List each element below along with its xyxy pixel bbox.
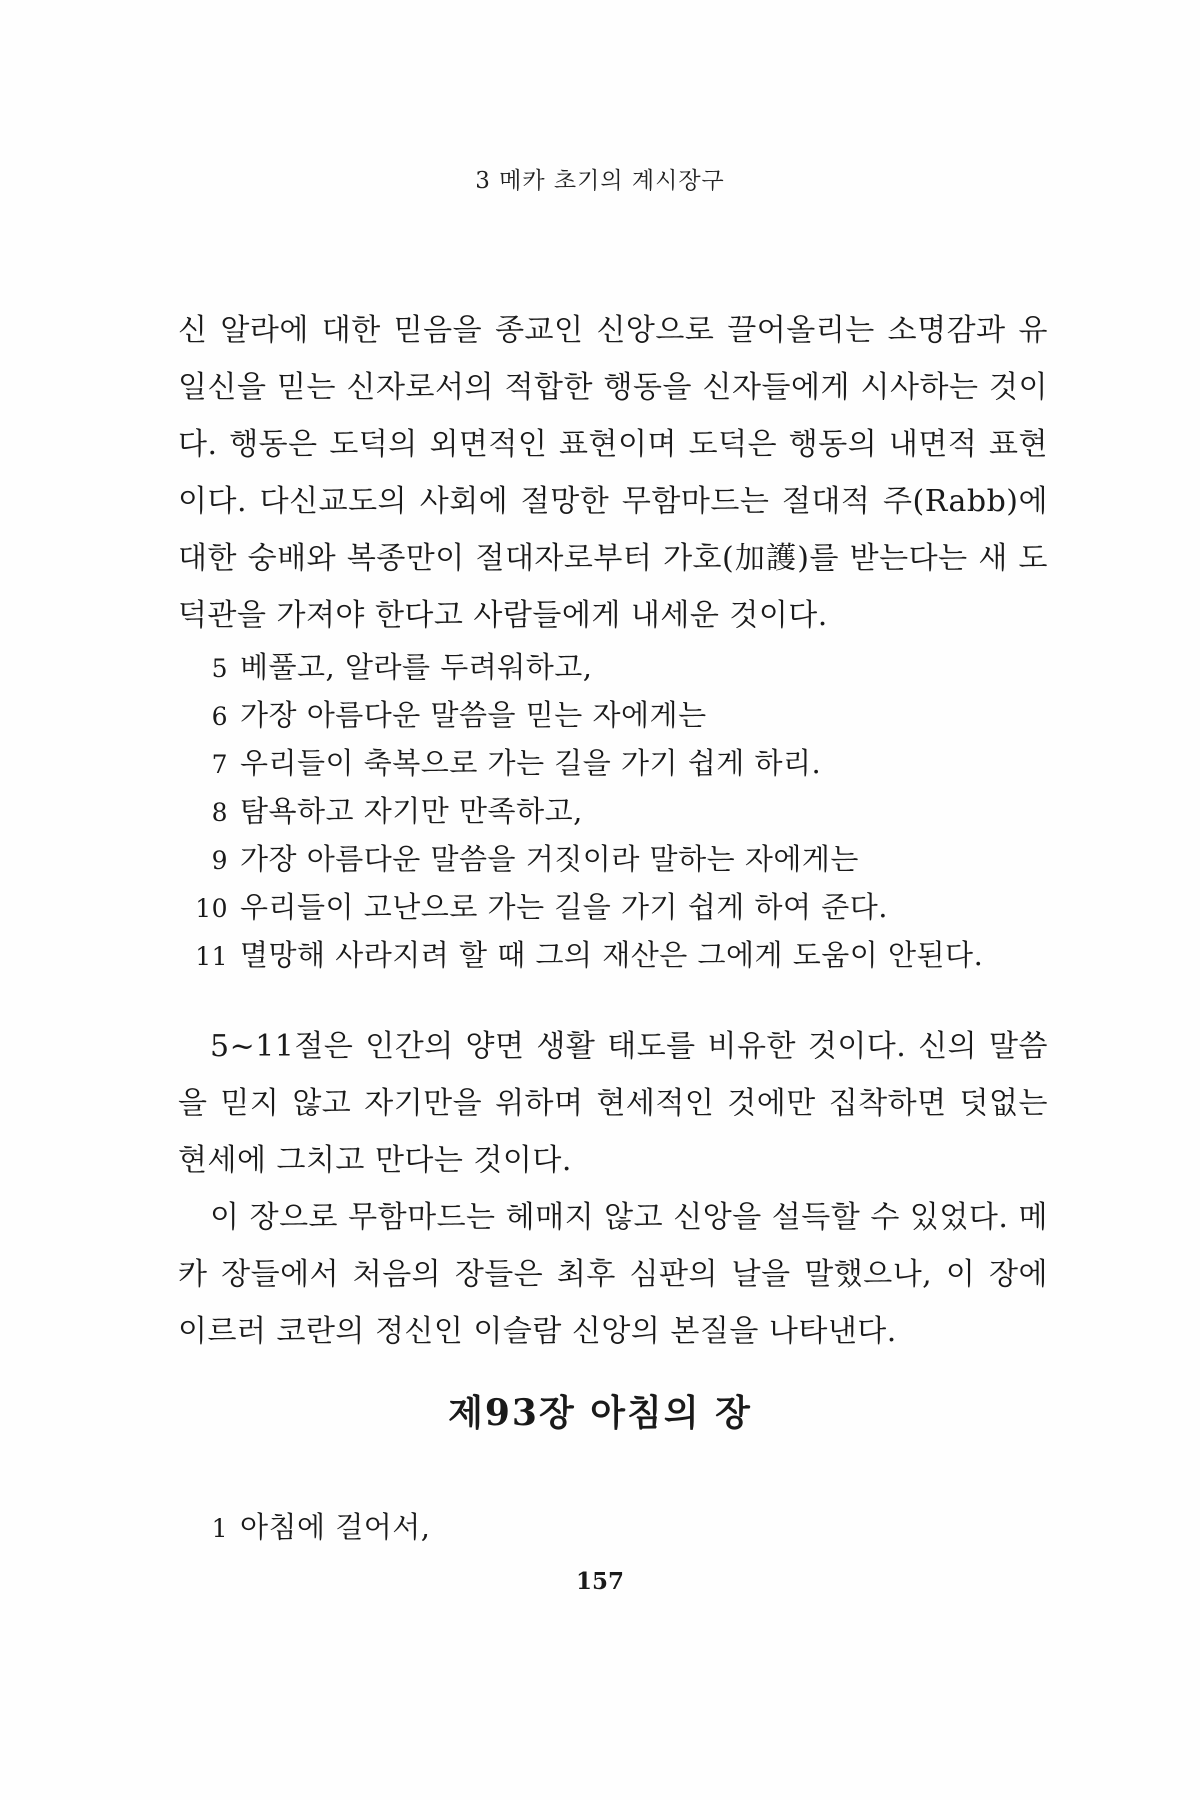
verse-item	[190, 932, 1050, 980]
running-head: 3 메카 초기의 계시장구	[475, 168, 725, 194]
intro-paragraph-block	[178, 302, 1048, 644]
verse-text: 우리들이 고난으로 가는 길을 가기 쉽게 하여 준다.	[240, 890, 889, 924]
verse-text: 가장 아름다운 말씀을 믿는 자에게는	[240, 698, 707, 732]
verse-item	[190, 836, 1050, 884]
verse-text: 탐욕하고 자기만 만족하고,	[240, 794, 583, 828]
verse-number: 1	[211, 1514, 228, 1543]
verse-list-chapter-92	[190, 644, 1050, 980]
verse-text: 베풀고, 알라를 두려워하고,	[240, 650, 593, 684]
verse-number: 8	[211, 798, 228, 827]
verse-text: 아침에 걸어서,	[240, 1510, 431, 1544]
verse-item	[190, 644, 1050, 692]
verse-number: 10	[195, 894, 228, 923]
verse-number: 6	[211, 702, 228, 731]
verse-item	[190, 788, 1050, 836]
page-number: 157	[575, 1568, 624, 1595]
verse-item	[190, 692, 1050, 740]
verse-item	[190, 884, 1050, 932]
commentary-paragraph: 이 장으로 무함마드는 헤매지 않고 신앙을 설득할 수 있었다. 메카 장들에서 처음의 장들은 최후 심판의 날을 말했으나, 이 장에 이르러 코란의 정신인 이슬람 신앙의 본질을 나타낸다.	[178, 1200, 1048, 1349]
verse-number: 9	[211, 846, 228, 875]
verse-number: 7	[211, 750, 228, 779]
verse-list-chapter-93	[190, 1504, 1050, 1552]
verse-number: 5	[211, 654, 228, 683]
verse-number: 11	[195, 942, 228, 971]
chapter-title: 제93장 아침의 장	[448, 1392, 752, 1434]
commentary-paragraph: 5~11절은 인간의 양면 생활 태도를 비유한 것이다. 신의 말씀을 믿지 않고 자기만을 위하며 현세적인 것에만 집착하면 덧없는 현세에 그치고 만다는 것이다.	[178, 1029, 1048, 1178]
verse-text: 멸망해 사라지려 할 때 그의 재산은 그에게 도움이 안된다.	[240, 938, 984, 972]
verse-text: 가장 아름다운 말씀을 거짓이라 말하는 자에게는	[240, 842, 859, 876]
verse-item	[190, 740, 1050, 788]
commentary-block	[178, 1018, 1048, 1360]
verse-text: 우리들이 축복으로 가는 길을 가기 쉽게 하리.	[240, 746, 822, 780]
intro-paragraph: 신 알라에 대한 믿음을 종교인 신앙으로 끌어올리는 소명감과 유일신을 믿는 신자로서의 적합한 행동을 신자들에게 시사하는 것이다. 행동은 도덕의 외면적인 표현이며 도덕은 행동의 내면적 표현이다. 다신교도의 사회에 절망한 무함마드는 절대적 주(Rabb)에 대한 숭배와 복종만이 절대자로부터 가호(加護)를 받는다는 새 도덕관을 가져야 한다고 사람들에게 내세운 것이다.	[178, 313, 1048, 633]
verse-item	[190, 1504, 1050, 1552]
